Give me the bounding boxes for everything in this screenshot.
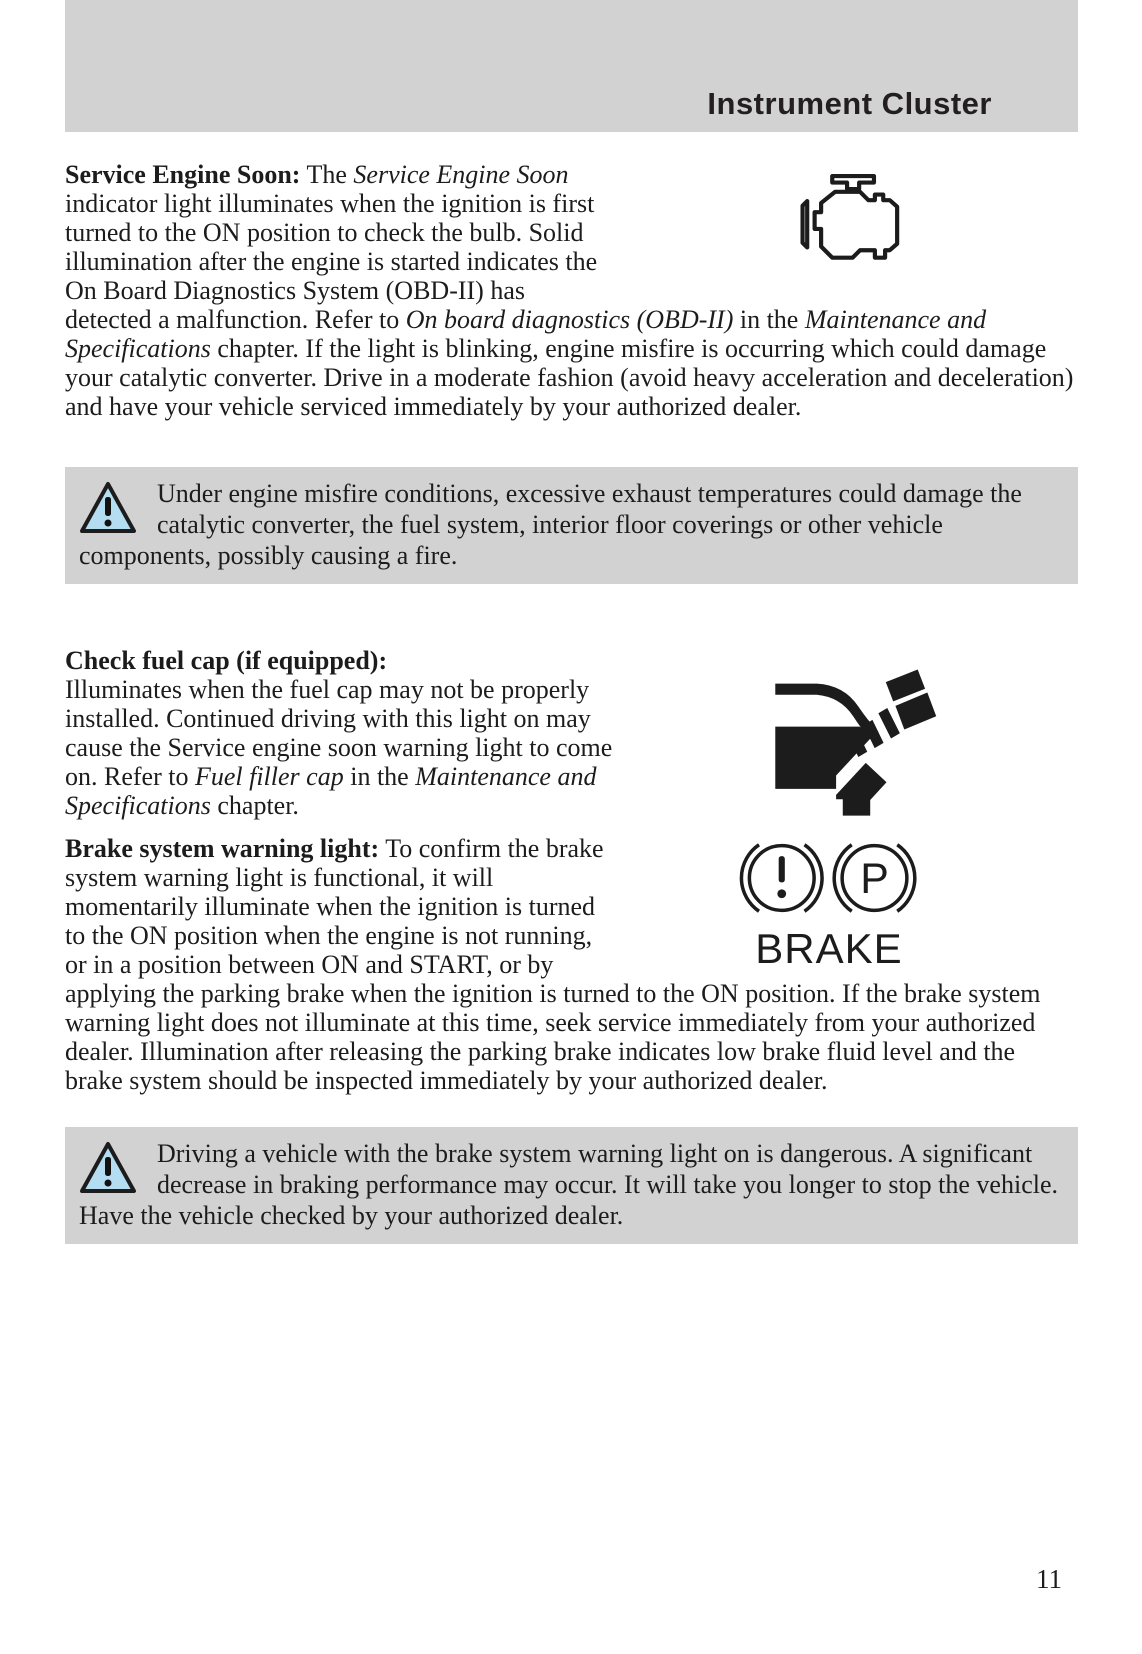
body-text: chapter. If the light is blinking, engine misfire is occurring which could damage your catalytic converter. Drive in a moderate fashion (avoid heavy acceleration and deceleration) and have your vehicle serviced immediately by your authorized dealer. bbox=[65, 334, 1074, 421]
body-text-italic: Maintenance and Specifications bbox=[65, 762, 597, 820]
parking-brake-icon: P bbox=[860, 854, 889, 903]
warning-box-misfire bbox=[65, 467, 1078, 584]
check-engine-icon bbox=[618, 160, 1078, 278]
body-text-italic: Maintenance and Specifications bbox=[65, 305, 987, 363]
body-text: indicator light illuminates when the ignition is first turned to the ON position to check the bulb. Solid illumination after the engine is started indicates the On Board Diagnostics System (OBD-II) has detected a malfunction. Refer to bbox=[65, 189, 598, 334]
service-engine-heading: Service Engine Soon: bbox=[65, 160, 301, 189]
warning-triangle-icon bbox=[79, 478, 157, 538]
body-text: chapter. bbox=[210, 791, 299, 820]
body-text: in the bbox=[733, 305, 805, 334]
check-fuel-cap-heading: Check fuel cap (if equipped): bbox=[65, 646, 388, 675]
body-text-italic: Fuel filler cap bbox=[194, 762, 344, 791]
brake-warning-icon bbox=[734, 829, 924, 927]
warning-text: Under engine misfire conditions, excessive exhaust temperatures could damage the catalytic converter, the fuel system, interior floor coverings or other vehicle components, possibly causing a fire. bbox=[79, 479, 1022, 570]
body-text: The bbox=[300, 160, 354, 189]
body-text: To confirm the brake system warning light is functional, it will momentarily illuminate when the ignition is turned to the ON position when the engine is not running, or in a position between ON and START, or by applying the parking brake when the ignition is turned to the ON position. If the brake system warning light does not illuminate at this time, seek service immediately from your authorized dealer. Illumination after releasing the parking brake indicates low brake fluid level and the brake system should be inspected immediately by your authorized dealer. bbox=[65, 834, 1041, 1095]
body-text: in the bbox=[343, 762, 416, 791]
brake-indicator-cluster bbox=[628, 826, 1078, 973]
body-text-italic: Service Engine Soon bbox=[353, 160, 569, 189]
header-bar bbox=[65, 0, 1078, 132]
page-number: 11 bbox=[1036, 1564, 1062, 1594]
page-title: Instrument Cluster bbox=[707, 86, 992, 121]
brake-label: BRAKE bbox=[755, 924, 903, 972]
exclamation-mark bbox=[779, 856, 785, 882]
body-text-italic: On board diagnostics (OBD-II) bbox=[405, 305, 734, 334]
page-content bbox=[65, 132, 1078, 1244]
warning-triangle-icon bbox=[79, 1138, 157, 1198]
warning-box-brake bbox=[65, 1127, 1078, 1244]
service-engine-paragraph bbox=[65, 160, 1078, 421]
warning-text: Driving a vehicle with the brake system warning light on is dangerous. A significant decrease in braking performance may occur. It will take you longer to stop the vehicle. Have the vehicle checked by your authorized dealer. bbox=[79, 1139, 1058, 1230]
fuel-cap-icon bbox=[638, 646, 1078, 822]
brake-warning-paragraph bbox=[65, 834, 1078, 1095]
check-fuel-cap-paragraph bbox=[65, 646, 1078, 820]
brake-warning-heading: Brake system warning light: bbox=[65, 834, 380, 863]
body-text: Illuminates when the fuel cap may not be properly installed. Continued driving with this light on may cause the Service engine soon warning light to come on. Refer to bbox=[65, 675, 613, 791]
